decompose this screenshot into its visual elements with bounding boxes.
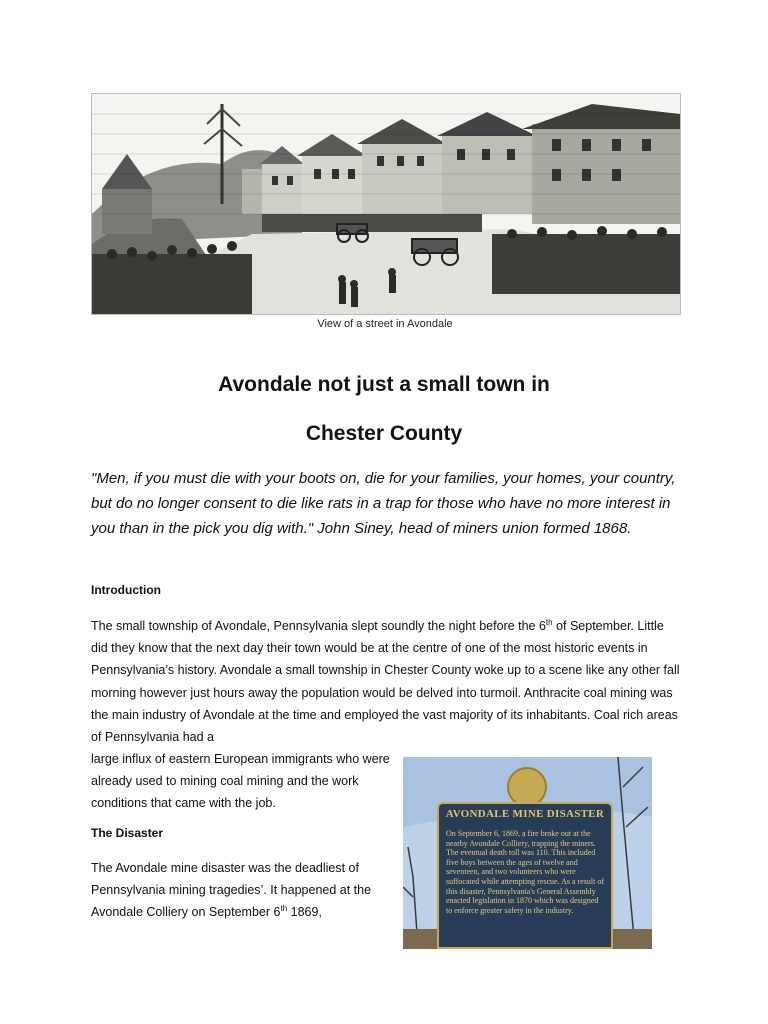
marker-board (437, 802, 613, 949)
marker-inscription: On September 6, 1869, a fire broke out at the nearby Avondale Colliery, trapping the miners. The eventual death toll was 110. This included five boys between the ages of twelve and seventeen, and two volunteers who were suffocated while attempting rescue. As a result of this disaster, Pennsylvania's General Assembly enacted legislation in 1870 which was designed to enforce greater safety in the industry. (446, 829, 605, 915)
marker-heading: AVONDALE MINE DISASTER (445, 808, 605, 820)
disaster-paragraph (91, 857, 391, 924)
disaster-text-before: The Avondale mine disaster was the deadliest of Pennsylvania mining tragedies’. It happened at the Avondale Colliery on September 6 (91, 861, 372, 920)
intro-text-after: of September. Little did they know that the next day their town would be at the centre of one of the most historic events in Pennsylvania’s history. Avondale a small township in Chester County woke up to a scene like any other fall morning however just hours away the population would be delved into turmoil. Anthracite coal mining was the main industry of Avondale at the time and employed the vast majority of its inhabitants. Coal rich areas of Pennsylvania had a (91, 619, 680, 745)
introduction-paragraph (91, 615, 681, 748)
intro-text-before: The small township of Avondale, Pennsylvania slept soundly the night before the 6 (91, 619, 546, 633)
intro-ordinal-suffix: th (545, 617, 553, 627)
article-title-line-2: Chester County (305, 422, 463, 445)
disaster-heading: The Disaster (91, 826, 164, 840)
disaster-ordinal-suffix: th (280, 904, 288, 914)
disaster-text-after: 1869, (287, 905, 322, 920)
street-engraving-image (91, 93, 681, 315)
article-title-line-1: Avondale not just a small town in (218, 373, 550, 396)
introduction-heading: Introduction (91, 583, 161, 597)
john-siney-quote: "Men, if you must die with your boots on, die for your families, your homes, your country, but do no longer consent to die like rats in a trap for those who have no more interest in you than in the pick you dig with." John Siney, head of miners union formed 1868. (91, 470, 676, 537)
historical-marker-photo (403, 757, 652, 949)
state-seal-emblem (507, 767, 547, 807)
image-caption: View of a street in Avondale (317, 318, 453, 330)
introduction-paragraph-continued: large influx of eastern European immigrants who were already used to mining coal mining and the work conditions that came with the job. (91, 752, 390, 811)
